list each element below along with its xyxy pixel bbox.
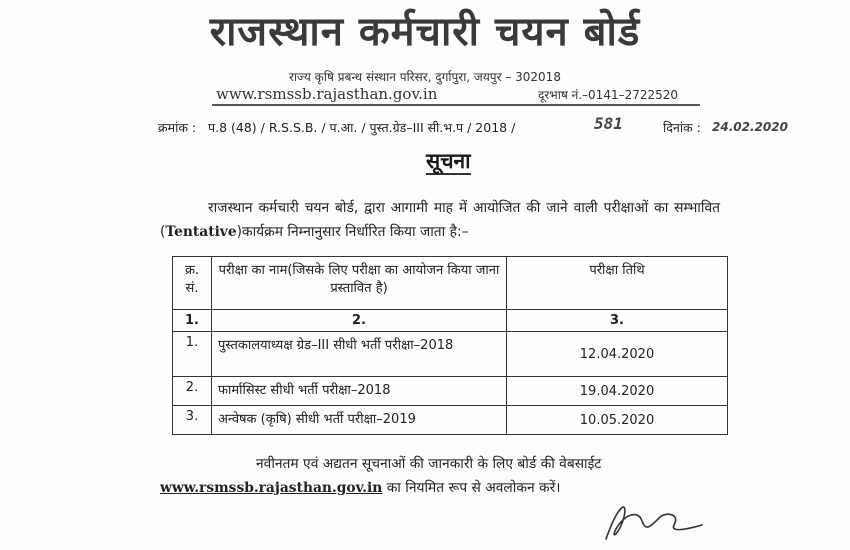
row-exam-name: फार्मासिस्ट सीधी भर्ती परीक्षा–2018 xyxy=(212,377,507,406)
numbering-cell: 2. xyxy=(212,310,507,332)
board-title: राजस्थान कर्मचारी चयन बोर्ड xyxy=(209,9,641,55)
numbering-cell: 1. xyxy=(173,310,212,332)
footer-line2-text: का नियमित रूप से अवलोकन करें। xyxy=(382,480,561,496)
header-exam-date: परीक्षा तिथि xyxy=(507,257,728,310)
notice-paragraph xyxy=(160,196,720,244)
board-website: www.rsmssb.rajasthan.gov.in xyxy=(216,85,438,103)
footer-website-link[interactable]: www.rsmssb.rajasthan.gov.in xyxy=(160,480,383,496)
handwritten-date: 24.02.2020 xyxy=(712,120,788,134)
table-row xyxy=(173,406,728,435)
reference-handwritten-number: 581 xyxy=(594,114,623,133)
table-numbering-row xyxy=(173,310,728,332)
reference-path: प.8 (48) / R.S.S.B. / प.आ. / पुस्त.ग्रेड–III सी.भ.प / 2018 / xyxy=(208,120,516,135)
table-header-row xyxy=(173,257,728,310)
row-sno: 2. xyxy=(173,377,212,406)
header-exam-name: परीक्षा का नाम(जिसके लिए परीक्षा का आयोजन किया जाना प्रस्तावित है) xyxy=(212,257,507,310)
header-rule xyxy=(212,104,700,106)
row-exam-date: 10.05.2020 xyxy=(507,406,728,435)
row-exam-date: 12.04.2020 xyxy=(507,332,728,377)
row-exam-name: अन्वेषक (कृषि) सीधी भर्ती परीक्षा–2019 xyxy=(212,406,507,435)
table-row xyxy=(173,377,728,406)
footer-line1: नवीनतम एवं अद्यतन सूचनाओं की जानकारी के लिए बोर्ड की वेबसाईट xyxy=(256,456,602,472)
notice-title: सूचना xyxy=(426,150,471,175)
date-label: दिनांक : xyxy=(663,120,701,135)
numbering-cell: 3. xyxy=(507,310,728,332)
notice-para-tentative: Tentative xyxy=(165,224,237,240)
row-exam-name: पुस्तकालयाध्यक्ष ग्रेड–III सीधी भर्ती परीक्षा–2018 xyxy=(212,332,507,377)
board-phone: दूरभाष नं.–0141–2722520 xyxy=(538,88,679,102)
notice-para-part2: )कार्यक्रम निम्नानुसार निर्धारित किया जाता है:– xyxy=(236,224,469,240)
row-sno: 3. xyxy=(173,406,212,435)
table-row xyxy=(173,332,728,377)
header-sno: क्र. सं. xyxy=(173,257,212,310)
board-address: राज्य कृषि प्रबन्ध संस्थान परिसर, दुर्गापुरा, जयपुर – 302018 xyxy=(289,70,561,84)
reference-label: क्रमांक : xyxy=(158,120,197,135)
footer-note xyxy=(160,452,762,500)
notice-para-part1: राजस्थान कर्मचारी चयन बोर्ड, द्वारा आगामी माह में आयोजित की जाने वाली परीक्षाओं का सम्भावित ( xyxy=(160,200,720,240)
signature xyxy=(598,495,708,547)
row-exam-date: 19.04.2020 xyxy=(507,377,728,406)
row-sno: 1. xyxy=(173,332,212,377)
exam-schedule-table xyxy=(172,256,728,435)
